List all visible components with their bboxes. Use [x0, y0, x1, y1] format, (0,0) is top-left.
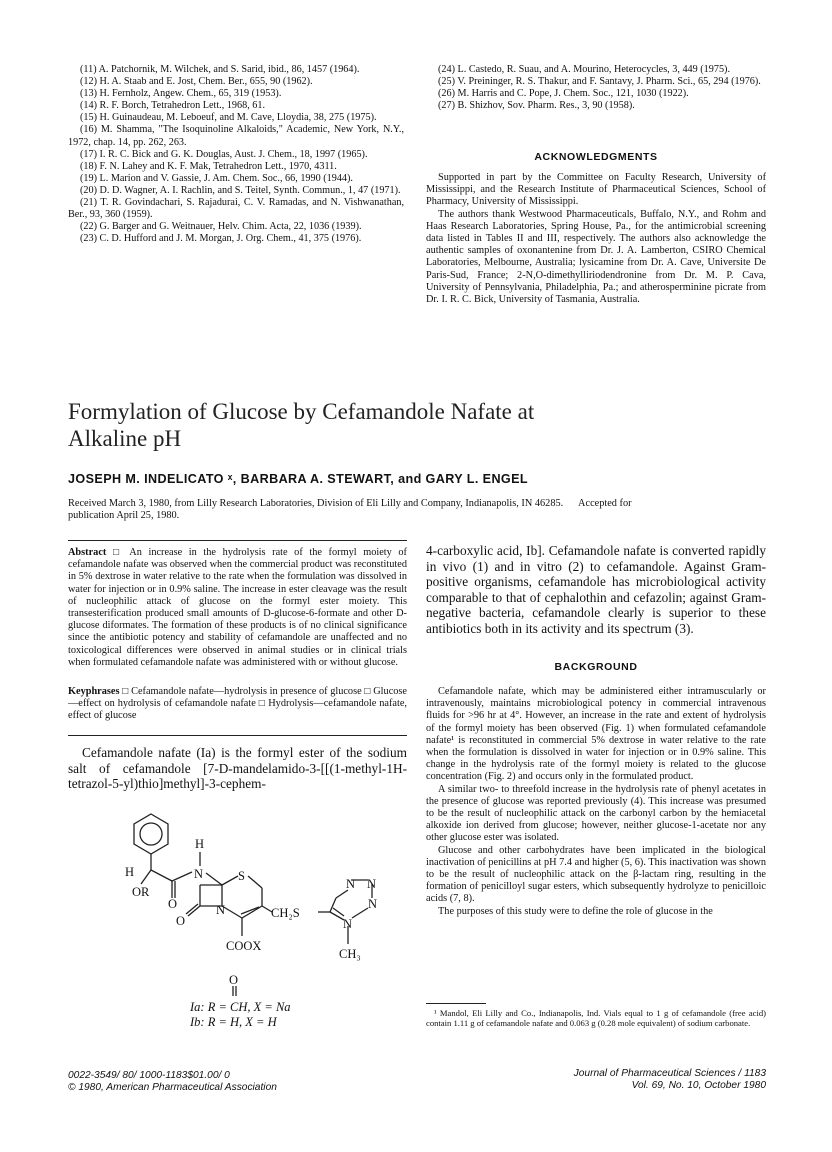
abstract-label: Abstract: [68, 547, 107, 558]
keyphrases-label: Keyphrases: [68, 686, 120, 697]
reference-item: (24) L. Castedo, R. Suau, and A. Mourino, Heterocycles, 3, 449 (1975).: [438, 64, 730, 75]
abstract-text: An increase in the hydrolysis rate of the formyl moiety of cefamandole nafate was observed when the commercial product was reconstituted in 5% dextrose in water relative to the rate when the formulation was dissolved in water for injection or in 0.9% saline. The increase in ester cleavage was the result of nucleophilic attack of glucose on the formyl ester moiety. This transesterification produced small amounts of D-glucose-6-formate and other D-glucose diformates. The formation of these products is of no clinical significance since the antibiotic potency and stability of cefamandole are unaffected and no toxicological differences were observed in animal studies or in clinical trials when formulated cefamandole nafate was administered with or without glucose.: [68, 547, 407, 668]
background-paragraph-3: Glucose and other carbohydrates have been implicated in the biological inactivation of penicillins at pH 7.4 and higher (5, 6). This inactivation was shown to be the result of nucleophilic attack on the β-lactam ring, resulting in the formation of penicilloyl sugar esters, which subsequently hydrolyze to penicilloic acids (7, 8).: [426, 844, 766, 905]
article-title: [68, 398, 768, 452]
article-authors: JOSEPH M. INDELICATO ˣ, BARBARA A. STEWART, and GARY L. ENGEL: [68, 472, 529, 486]
intro-right: 4-carboxylic acid, Ib]. Cefamandole nafate is converted rapidly in vivo (1) and in vitro (2) to cefamandole. Against Gram-positive organisms, cefamandole has microbiological activity comparable to that of cephalothin and cefazolin; against Gram-negative bacteria, cefamandole clearly is superior to these antibiotics both in its activity and its spectrum (3).: [426, 543, 766, 636]
acknowledgments-paragraph-1: Supported in part by the Committee on Faculty Research, University of Mississippi, and the Research Institute of Pharmaceutical Sciences, School of Pharmacy, University of Mississippi.: [426, 172, 766, 208]
structure-s-label: S: [238, 869, 245, 883]
references-left: [68, 64, 404, 245]
abstract-top-rule: [68, 540, 407, 541]
structure-or-label: OR: [132, 885, 150, 899]
reference-item: (27) B. Shizhov, Sov. Pharm. Res., 3, 90 (1958).: [438, 100, 635, 112]
structure-legend-ia: Ia: R = CH, X = Na: [190, 1000, 291, 1014]
structure-lactam-o-label: O: [176, 914, 186, 928]
structure-tetrazole-n3-label: N: [368, 897, 378, 911]
cefamandole-structure: [96, 808, 396, 1018]
article-title-line-2: Alkaline pH: [68, 426, 182, 451]
reference-item: (11) A. Patchornik, M. Wilchek, and S. Sarid, ibid., 86, 1457 (1964).: [80, 64, 360, 75]
abstract-box-icon: □: [112, 547, 124, 558]
background-paragraph-1: Cefamandole nafate, which may be administered either intramuscularly or intravenously, maintains microbiological potency in commercial intravenous fluids for >96 hr at 4°. However, an increase in the rate and extent of hydrolysis of the formyl moiety has been observed (Fig. 1) when formulated cefamandole nafate¹ is reconstituted in commercial 5% dextrose in water relative to the rate when the formulation is dissolved in water for injection or in 0.9% saline. This change in the hydrolysis rate of the formyl moiety is related to the glucose concentration (Fig. 2) and occurs only in the formulated product.: [426, 686, 766, 783]
received-line-2: publication April 25, 1980.: [68, 510, 180, 522]
background-section: [426, 661, 766, 918]
footnote-rule: [426, 1003, 486, 1004]
keyphrases: [68, 686, 407, 723]
footer-volume: Vol. 69, No. 10, October 1980: [631, 1080, 766, 1091]
structure-ring-n-label: N: [216, 903, 226, 917]
reference-item: (26) M. Harris and C. Pope, J. Chem. Soc., 121, 1030 (1922).: [438, 88, 689, 100]
reference-item: (25) V. Preininger, R. S. Thakur, and F. Santavy, J. Pharm. Sci., 65, 294 (1976).: [438, 76, 761, 88]
footnote: ¹ Mandol, Eli Lilly and Co., Indianapolis, Ind. Vials equal to 1 g of cefamandole (free acid) contain 1.11 g of cefamandole nafate and 0.063 g (0.28 mole equivalent) of sodium carbonate.: [426, 1008, 766, 1028]
structure-tetrazole-n2-label: N: [367, 877, 377, 891]
structure-ch3-label: CH₃: [339, 947, 361, 961]
reference-item: (22) G. Barger and G. Weitnauer, Helv. Chim. Acta, 22, 1036 (1939).: [80, 221, 362, 233]
received-line-1: Received March 3, 1980, from Lilly Research Laboratories, Division of Eli Lilly and Company, Indianapolis, IN 46285. Accepted for: [68, 498, 632, 509]
intro-left: Cefamandole nafate (Ia) is the formyl ester of the sodium salt of cefamandole [7-D-mandelamido-3-[[(1-methyl-1H-tetrazol-5-yl)thio]methyl]-3-cephem-: [68, 745, 407, 792]
structure-formyl-o-label: O: [229, 973, 239, 987]
structure-amide-o-label: O: [168, 897, 178, 911]
structure-tetrazole-n4-label: N: [343, 917, 353, 931]
background-paragraph-4: The purposes of this study were to define the role of glucose in the: [438, 905, 713, 917]
abstract-bottom-rule: [68, 735, 407, 736]
structure-legend: [190, 1000, 291, 1030]
footer-copyright: © 1980, American Pharmaceutical Association: [68, 1082, 277, 1093]
reference-item: (23) C. D. Hufford and J. M. Morgan, J. Org. Chem., 41, 375 (1976).: [80, 233, 362, 245]
article-title-line-1: Formylation of Glucose by Cefamandole Nafate at: [68, 399, 535, 424]
footer-code: 0022-3549/ 80/ 1000-1183$01.00/ 0: [68, 1070, 230, 1081]
structure-coox-label: COOX: [226, 939, 262, 953]
footer-journal: Journal of Pharmaceutical Sciences / 1183: [573, 1068, 766, 1079]
structure-legend-ib: Ib: R = H, X = H: [190, 1015, 277, 1029]
references-right: [426, 64, 766, 112]
structure-amide-n-label: N: [194, 867, 204, 881]
reference-item: (20) D. D. Wagner, A. I. Rachlin, and S. Teitel, Synth. Commun., 1, 47 (1971).: [80, 184, 401, 196]
reference-item: (18) F. N. Lahey and K. F. Mak, Tetrahedron Lett., 1970, 4311.: [80, 160, 337, 172]
reference-item: (12) H. A. Staab and E. Jost, Chem. Ber., 655, 90 (1962).: [80, 76, 313, 88]
acknowledgments-section: [426, 151, 766, 306]
reference-item: (14) R. F. Borch, Tetrahedron Lett., 1968, 61.: [80, 100, 266, 112]
background-heading: BACKGROUND: [554, 661, 638, 673]
reference-item: (16) M. Shamma, "The Isoquinoline Alkaloids," Academic, New York, N.Y., 1972, chap. 14, pp. 262, 263.: [68, 124, 404, 148]
footer-left: [68, 1070, 398, 1094]
reference-item: (21) T. R. Govindachari, S. Rajadurai, C. V. Ramadas, and N. Vishwanathan, Ber., 93, 360 (1959).: [68, 197, 404, 221]
acknowledgments-heading: ACKNOWLEDGMENTS: [534, 151, 658, 163]
structure-ch-h-label: H: [125, 865, 135, 879]
structure-h-label: H: [195, 837, 205, 851]
reference-item: (17) I. R. C. Bick and G. K. Douglas, Aust. J. Chem., 18, 1997 (1965).: [80, 148, 368, 160]
keyphrases-text: Cefamandole nafate—hydrolysis in presence of glucose □ Glucose—effect on hydrolysis of cefamandole nafate □ Hydrolysis—cefamandole nafate, effect of glucose: [68, 686, 407, 722]
structure-tetrazole-n1-label: N: [346, 877, 356, 891]
keyphrases-box-icon: □: [122, 686, 129, 697]
structure-ch2s-label: CH₂S: [271, 906, 300, 920]
footer-right: [466, 1068, 766, 1092]
reference-item: (15) H. Guinaudeau, M. Leboeuf, and M. Cave, Lloydia, 38, 275 (1975).: [80, 112, 377, 124]
received-info: [68, 498, 788, 522]
background-paragraph-2: A similar two- to threefold increase in the hydrolysis rate of phenyl acetates in the presence of glucose was reported previously (4). This increase was presumed to be the result of nucleophilic attack on the carbonyl carbon by the hemiacetal alkoxide ion derived from glucose; however, neither glucose-1-acetate nor any other glucose ester was isolated.: [426, 783, 766, 844]
reference-item: (19) L. Marion and V. Gassie, J. Am. Chem. Soc., 66, 1990 (1944).: [80, 172, 353, 184]
acknowledgments-paragraph-2: The authors thank Westwood Pharmaceuticals, Buffalo, N.Y., and Rohm and Haas Research Laboratories, Spring House, Pa., for the antimicrobial screening data listed in Tables II and III, respectively. The authors also acknowledge the authentic samples of oxonantenine from Dr. J. A. Lamberton, CSIRO Chemical Laboratories, Melbourne, Australia; lysicamine from Dr. A. Cave, Universite De Paris-Sud, France; 2-N,O-dimethylliriodendronine from Dr. M. P. Cava, University of Pennsylvania, Philadelphia, Pa.; and atherosperminine picrate from Dr. I. R. C. Bick, University of Tasmania, Australia.: [426, 208, 766, 306]
reference-item: (13) H. Fernholz, Angew. Chem., 65, 319 (1953).: [80, 88, 282, 100]
abstract: [68, 547, 407, 669]
